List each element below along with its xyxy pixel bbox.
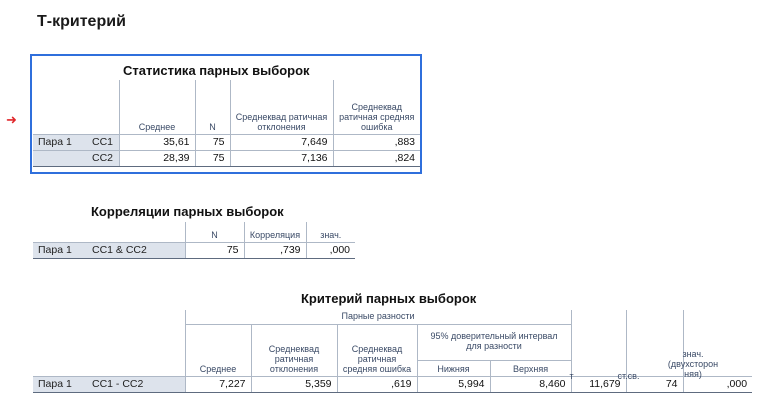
cell-t: 11,679 [571,376,626,392]
header-n: N [185,222,244,242]
header-ci: 95% доверительный интервал для разности [417,324,571,360]
var-label: CC1 [87,134,119,150]
header-n: N [195,80,230,134]
cell-mean: 35,61 [119,134,195,150]
cell-sem: ,824 [333,150,420,166]
pair-label: Пара 1 [33,242,87,258]
header-correlation: Корреляция [244,222,306,242]
var-label: CC2 [87,150,119,166]
var-label: CC1 - CC2 [87,376,185,392]
table-row[interactable] [33,242,355,258]
header-df: ст.св. [617,371,640,381]
cell-n: 75 [185,242,244,258]
cell-n: 75 [195,134,230,150]
cell-df: 74 [626,376,683,392]
cell-std: 7,649 [230,134,333,150]
cell-n: 75 [195,150,230,166]
paired-stats-caption: Статистика парных выборок [123,63,310,78]
red-arrow-icon: ➜ [6,112,17,127]
pair-label: Пара 1 [33,134,87,150]
cell-mean: 28,39 [119,150,195,166]
selection-frame [30,54,422,174]
cell-std: 7,136 [230,150,333,166]
cell-correlation: ,739 [244,242,306,258]
header-std: Среднеквад ратичная отклонения [251,324,337,376]
header-paired-differences: Парные разности [185,310,571,324]
header-sig: знач. (двухсторон няя) [667,349,719,379]
correlations-table[interactable] [33,222,355,259]
var-label: CC1 & CC2 [87,242,185,258]
cell-sem: ,883 [333,134,420,150]
cell-sem: ,619 [337,376,417,392]
header-sem: Среднеквад ратичная средняя ошибка [337,324,417,376]
header-lower: Нижняя [417,360,490,376]
cell-lower: 5,994 [417,376,490,392]
cell-sig: ,000 [683,376,752,392]
cell-sig: ,000 [306,242,355,258]
header-sem: Среднеквад ратичная средняя ошибка [333,80,420,134]
page-title: Т-критерий [37,13,126,30]
correlations-caption: Корреляции парных выборок [91,204,284,219]
cell-std: 5,359 [251,376,337,392]
header-mean: Среднее [119,80,195,134]
header-mean: Среднее [185,324,251,376]
header-sig: знач. [306,222,355,242]
header-std: Среднеквад ратичная отклонения [230,80,333,134]
test-caption: Критерий парных выборок [301,291,477,306]
cell-upper: 8,460 [490,376,571,392]
pair-label: Пара 1 [33,376,87,392]
cell-mean: 7,227 [185,376,251,392]
header-t: т [569,371,574,381]
header-upper: Верхняя [490,360,571,376]
